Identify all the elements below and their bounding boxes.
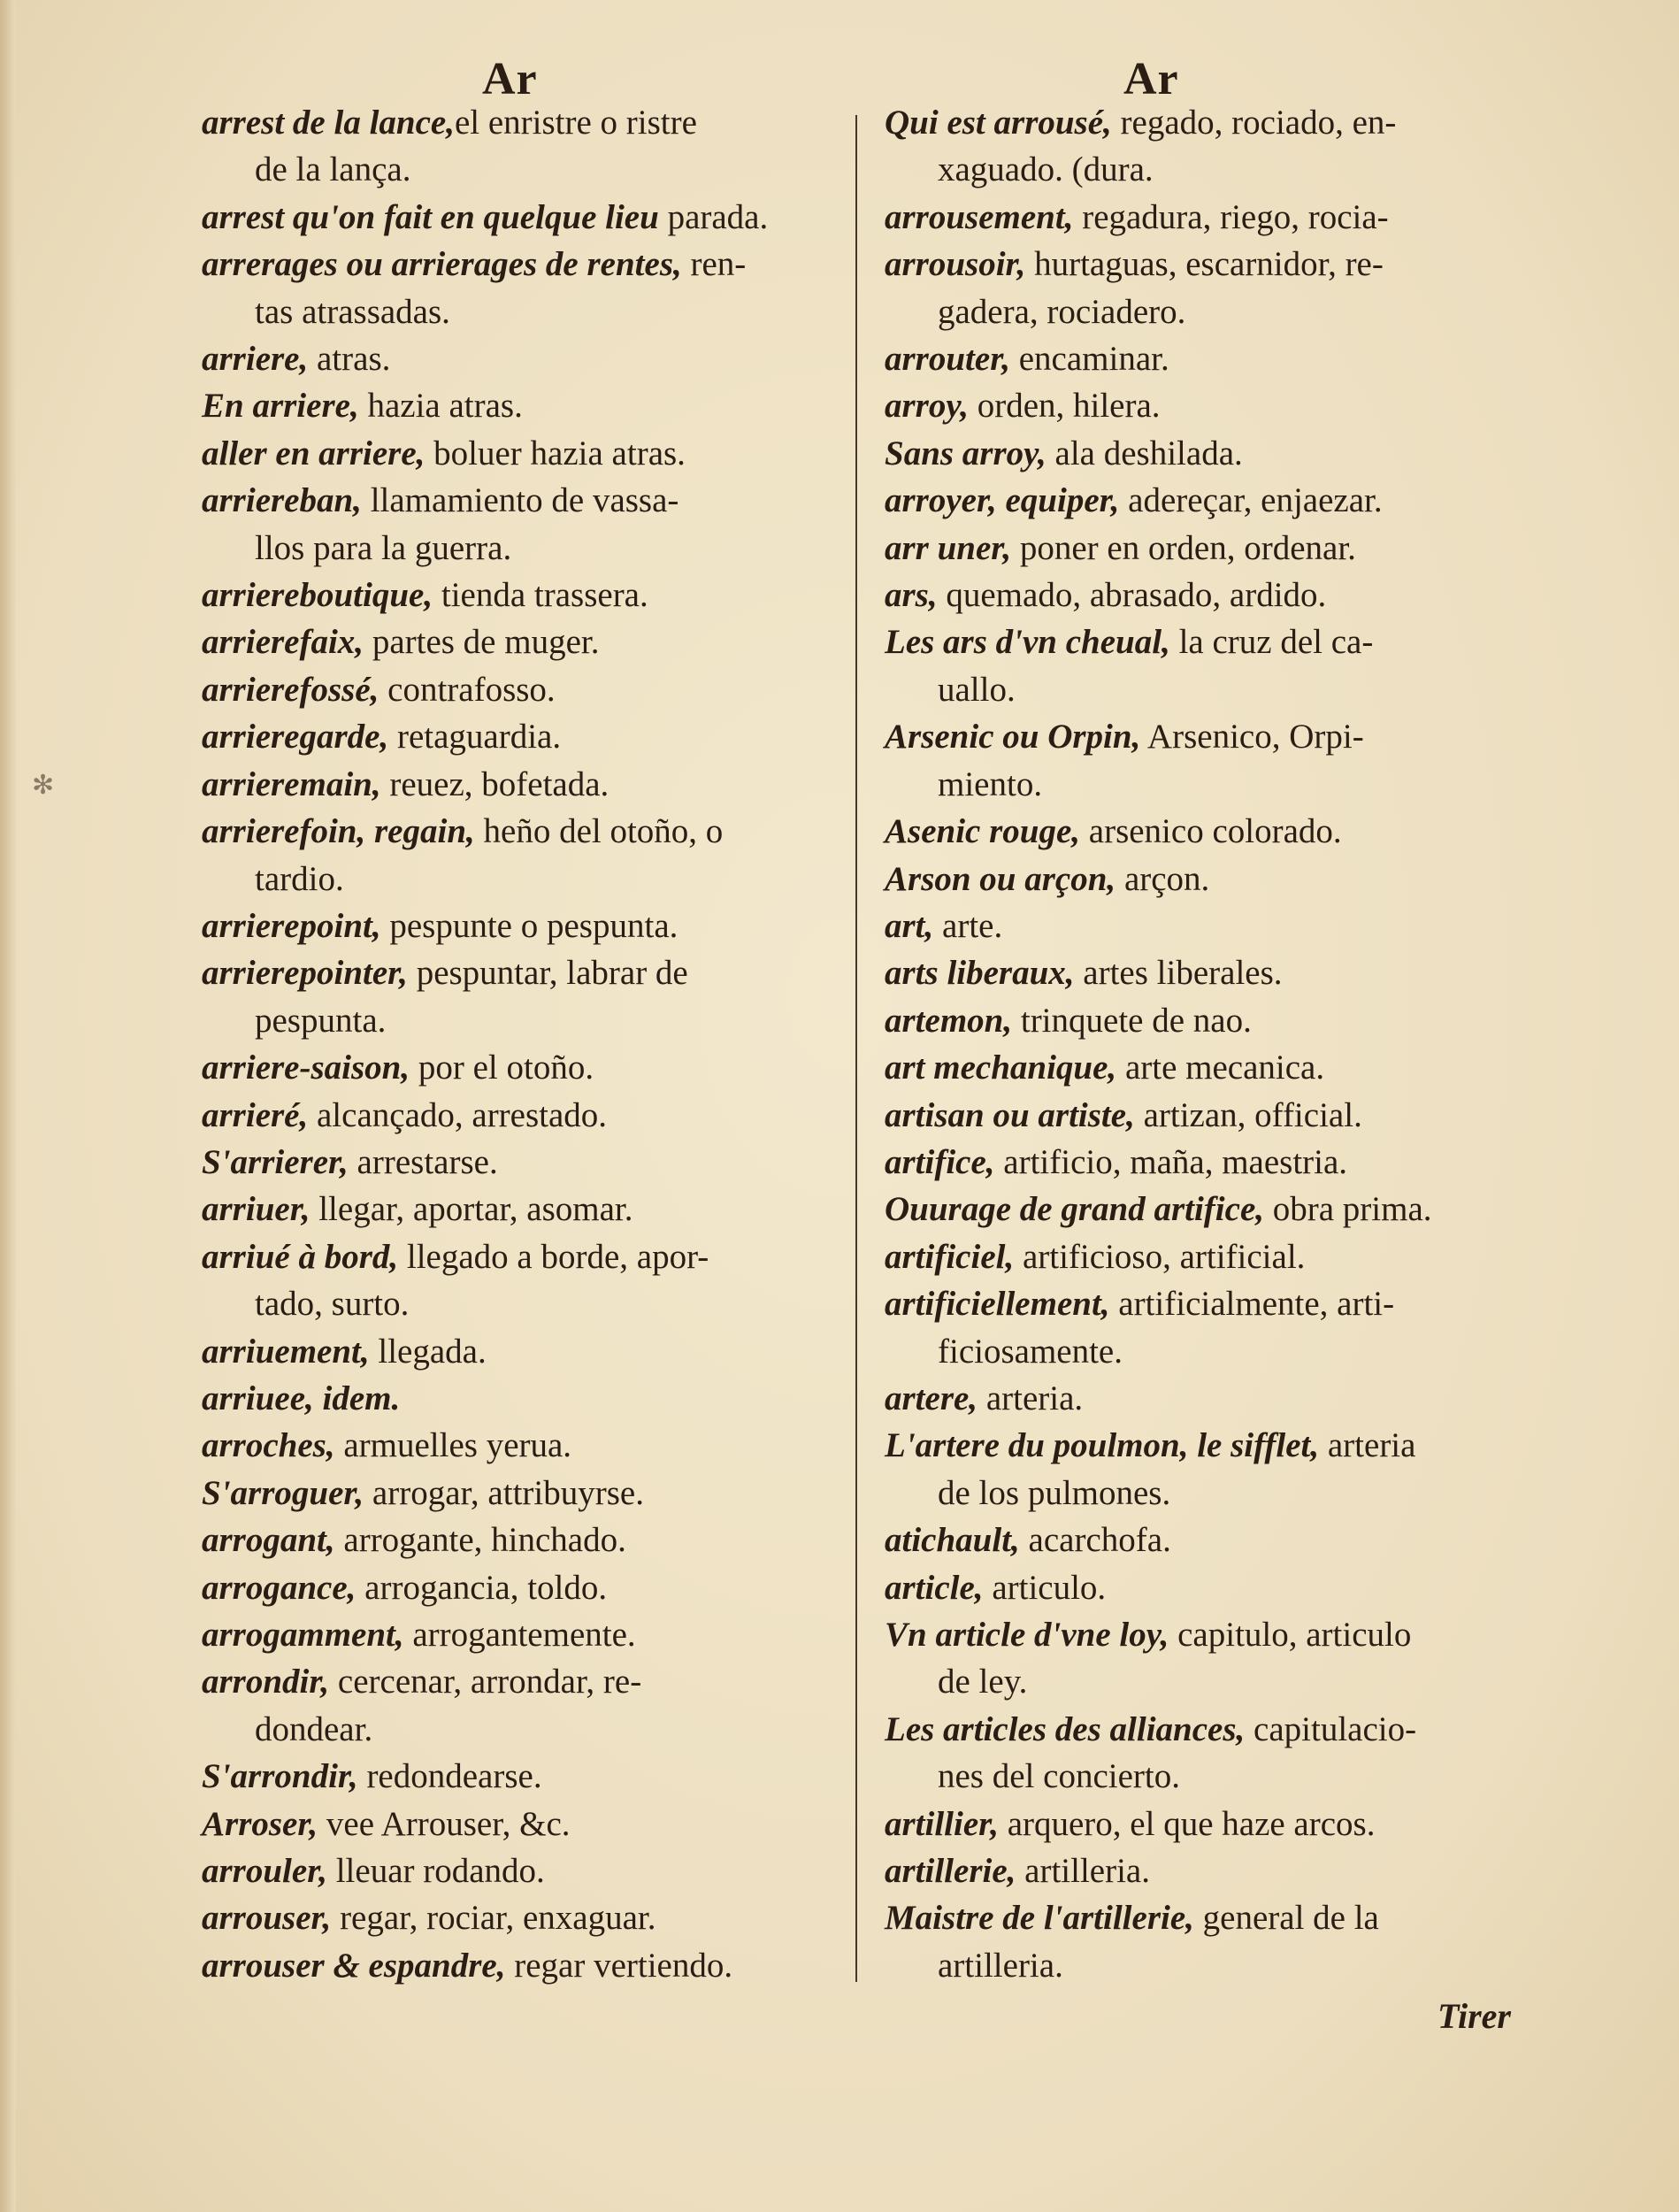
translation: la cruz del ca- [1169,623,1374,662]
translation: vee Arrouser, &c. [318,1804,571,1843]
headword: Maistre de l'artillerie, [885,1899,1194,1938]
dictionary-entry-line [885,99,1539,146]
dictionary-entry-line [885,1092,1539,1139]
dictionary-entry-line [885,997,1539,1044]
translation: arquero, el que haze arcos. [998,1804,1376,1843]
headword: arrouser & espandre, [202,1946,506,1985]
dictionary-entry-line [202,1280,856,1327]
dictionary-entry-line [202,1092,856,1139]
translation: arte mecanica. [1116,1048,1325,1087]
dictionary-entry-line [885,477,1539,524]
headword: S'arrondir, [202,1757,358,1796]
dictionary-entry-line [202,856,856,902]
translation: llegado a borde, apor- [398,1237,709,1276]
headword: Arson ou arçon, [885,859,1116,898]
dictionary-entry-line [885,1658,1539,1705]
dictionary-entry-line [885,1470,1539,1517]
dictionary-entry-line [885,1139,1539,1186]
dictionary-entry-line [885,713,1539,760]
translation: por el otoño. [410,1048,594,1087]
translation: arrogante, hinchado. [334,1521,626,1560]
translation: pespuntar, labrar de [407,954,688,993]
dictionary-entry-line [885,335,1539,382]
translation: regado, rociado, en- [1111,104,1397,142]
dictionary-entry-line [885,1564,1539,1611]
dictionary-entry-line [885,902,1539,949]
translation: hazia atras. [358,387,523,426]
headword: Les articles des alliances, [885,1709,1246,1748]
dictionary-entry-line [202,1422,856,1469]
headword: arrondir, [202,1663,330,1701]
translation: llos para la guerra. [255,528,512,567]
headword: artificiellement, [885,1285,1110,1324]
translation: arrogantemente. [403,1616,636,1654]
headword: arrest de la lance, [202,104,455,142]
headword: arriuee, idem. [202,1379,401,1417]
dictionary-entry-line [885,382,1539,429]
translation: parada. [658,197,769,236]
translation: armuelles yerua. [334,1426,572,1465]
translation: pespunta. [255,1001,387,1040]
dictionary-entry-line [202,713,856,760]
headword: S'arroguer, [202,1473,364,1512]
translation: obra prima. [1264,1190,1432,1229]
headword: Sans arroy, [885,434,1046,472]
headword: arriere-saison, [202,1048,410,1087]
right-column [885,99,1539,1989]
headword: Asenic rouge, [885,812,1081,851]
headword: arroyer, equiper, [885,481,1120,520]
dictionary-entry-line [885,1422,1539,1469]
dictionary-entry-line [885,1942,1539,1989]
dictionary-entry-line [202,1942,856,1989]
headword: arriereboutique, [202,576,433,615]
dictionary-entry-line [202,666,856,713]
translation: trinquete de nao. [1012,1001,1252,1040]
dictionary-entry-line [202,997,856,1044]
dictionary-entry-line [885,1611,1539,1658]
dictionary-entry-line [202,618,856,665]
dictionary-entry-line [202,1706,856,1753]
headword: arroy, [885,387,969,426]
translation: pespunte o pespunta. [380,906,678,945]
dictionary-entry-line [202,430,856,477]
dictionary-entry-line [202,572,856,618]
translation: artes liberales. [1074,954,1283,993]
translation: Arsenico, Orpi- [1140,718,1364,757]
dictionary-entry-line [885,1328,1539,1375]
dictionary-entry-line [202,194,856,241]
headword: arrogamment, [202,1616,404,1654]
dictionary-entry-line [885,288,1539,335]
translation: boluer hazia atras. [425,434,686,472]
headword: arroches, [202,1426,335,1465]
dictionary-entry-line [202,288,856,335]
translation: de la lança. [255,150,411,189]
dictionary-entry-line [202,1801,856,1847]
translation: atras. [308,340,391,379]
headword: arrierefoin, regain, [202,812,475,851]
headword: L'artere du poulmon, le sifflet, [885,1426,1320,1465]
headword: arrierepoint, [202,906,381,945]
headword: arrousoir, [885,245,1026,284]
dictionary-entry-line [885,761,1539,808]
headword: art, [885,906,934,945]
catchword: Tirer [1438,1996,1511,2036]
dictionary-entry-line [202,525,856,572]
headword: arriuement, [202,1332,370,1371]
dictionary-entry-line [202,1375,856,1422]
translation: tas atrassadas. [255,292,450,331]
dictionary-entry-line [202,1186,856,1233]
dictionary-entry-line [885,1801,1539,1847]
headword: arr uner, [885,528,1012,567]
dictionary-entry-line [202,1470,856,1517]
headword: arriereban, [202,481,362,520]
translation: ala deshilada. [1046,434,1243,472]
headword: arrousement, [885,197,1074,236]
translation: reuez, bofetada. [380,764,610,803]
headword: Arsenic ou Orpin, [885,718,1141,757]
dictionary-entry-line [885,146,1539,193]
headword: artillier, [885,1804,999,1843]
dictionary-entry-line [885,572,1539,618]
translation: hurtaguas, escarnidor, re- [1025,245,1384,284]
translation: orden, hilera. [968,387,1161,426]
translation: llegada. [369,1332,487,1371]
dictionary-entry-line [885,949,1539,996]
dictionary-entry-line [202,1044,856,1091]
translation: arrogar, attribuyrse. [364,1473,644,1512]
dictionary-entry-line [202,241,856,288]
dictionary-entry-line [885,856,1539,902]
dictionary-entry-line [202,1139,856,1186]
dictionary-entry-line [202,761,856,808]
translation: tado, surto. [255,1285,410,1324]
dictionary-entry-line [202,1611,856,1658]
translation: poner en orden, ordenar. [1011,528,1356,567]
headword: Les ars d'vn cheual, [885,623,1170,662]
dictionary-entry-line [885,1847,1539,1894]
translation: regadura, riego, rocia- [1073,197,1389,236]
running-head-left: Ar [482,54,538,104]
dictionary-entry-line [202,949,856,996]
translation: cercenar, arrondar, re- [329,1663,642,1701]
dictionary-entry-line [885,1894,1539,1941]
translation: articulo. [983,1568,1107,1607]
dictionary-entry-line [202,1233,856,1280]
headword: arrest qu'on fait en quelque lieu [202,197,659,236]
translation: arrogancia, toldo. [356,1568,608,1607]
headword: En arriere, [202,387,359,426]
translation: artizan, official. [1134,1095,1362,1134]
headword: arriuer, [202,1190,310,1229]
headword: arrieremain, [202,764,381,803]
headword: arrogance, [202,1568,356,1607]
dictionary-entry-line [885,1375,1539,1422]
translation: xaguado. (dura. [938,150,1154,189]
translation: uallo. [938,670,1016,709]
translation: retaguardia. [388,718,562,757]
dictionary-entry-line [202,1753,856,1800]
translation: arsenico colorado. [1080,812,1342,851]
headword: artere, [885,1379,978,1417]
translation: artilleria. [938,1946,1063,1985]
dictionary-entry-line [885,1706,1539,1753]
dictionary-entry-line [885,525,1539,572]
translation: contrafosso. [379,670,556,709]
translation: partes de muger. [364,623,600,662]
dictionary-entry-line [202,1894,856,1941]
translation: artificio, maña, maestria. [994,1142,1348,1181]
translation: ren- [681,245,747,284]
headword: arrouter, [885,340,1010,379]
headword: arrieré, [202,1095,309,1134]
headword: S'arrierer, [202,1142,349,1181]
dictionary-entry-line [885,1044,1539,1091]
translation: tienda trassera. [433,576,648,615]
headword: artillerie, [885,1852,1016,1891]
headword: arrerages ou arrierages de rentes, [202,245,682,284]
dictionary-entry-line [202,1517,856,1563]
translation: capitulo, articulo [1169,1616,1412,1654]
dictionary-entry-line [202,1847,856,1894]
headword: artisan ou artiste, [885,1095,1135,1134]
ink-blot-mark: ✻ [32,771,55,800]
translation: gadera, rociadero. [938,292,1186,331]
translation: regar vertiendo. [505,1946,733,1985]
translation: arrestarse. [348,1142,498,1181]
headword: arrierepointer, [202,954,408,993]
translation: de ley. [938,1663,1028,1701]
dictionary-entry-line [885,1233,1539,1280]
dictionary-entry-line [885,1753,1539,1800]
page-edge [0,0,16,2212]
translation: quemado, abrasado, ardido. [937,576,1327,615]
headword: artifice, [885,1142,995,1181]
dictionary-entry-line [885,430,1539,477]
translation: nes del concierto. [938,1757,1180,1796]
running-head-right: Ar [1123,54,1179,104]
dictionary-entry-line [885,241,1539,288]
headword: article, [885,1568,984,1607]
headword: arrouler, [202,1852,327,1891]
translation: alcançado, arrestado. [308,1095,608,1134]
translation: arte. [933,906,1003,945]
dictionary-entry-line [885,194,1539,241]
translation: artilleria. [1016,1852,1150,1891]
translation: artificialmente, arti- [1109,1285,1395,1324]
translation: capitulacio- [1245,1709,1417,1748]
translation: de los pulmones. [938,1473,1171,1512]
headword: artificiel, [885,1237,1015,1276]
dictionary-entry-line [202,808,856,855]
translation: acarchofa. [1019,1521,1171,1560]
dictionary-entry-line [202,1328,856,1375]
dictionary-entry-line [885,808,1539,855]
headword: artemon, [885,1001,1013,1040]
dictionary-entry-line [202,382,856,429]
dictionary-entry-line [202,1564,856,1611]
headword: arrogant, [202,1521,335,1560]
translation: llamamiento de vassa- [361,481,679,520]
translation: redondearse. [357,1757,542,1796]
dictionary-entry-line [885,618,1539,665]
headword: Qui est arrousé, [885,104,1112,142]
headword: arriere, [202,340,309,379]
translation: arteria [1319,1426,1416,1465]
headword: aller en arriere, [202,434,426,472]
dictionary-entry-line [885,666,1539,713]
dictionary-entry-line [202,902,856,949]
translation: llegar, aportar, asomar. [310,1190,633,1229]
left-column [202,99,856,1989]
headword: Arroser, [202,1804,318,1843]
headword: Ouurage de grand artifice, [885,1190,1264,1229]
translation: adereçar, enjaezar. [1119,481,1383,520]
translation: artificioso, artificial. [1014,1237,1306,1276]
headword: arrierefossé, [202,670,380,709]
headword: Vn article d'vne loy, [885,1616,1169,1654]
translation: regar, rociar, enxaguar. [331,1899,656,1938]
dictionary-entry-line [202,335,856,382]
column-rule [855,115,857,1982]
dictionary-entry-line [885,1280,1539,1327]
dictionary-entry-line [202,477,856,524]
headword: arrieregarde, [202,718,389,757]
dictionary-entry-line [885,1186,1539,1233]
headword: arriué à bord, [202,1237,399,1276]
translation: lleuar rodando. [326,1852,545,1891]
translation: general de la [1193,1899,1379,1938]
translation: arçon. [1116,859,1210,898]
dictionary-entry-line [202,1658,856,1705]
translation: dondear. [255,1709,373,1748]
translation: encaminar. [1009,340,1169,379]
translation: miento. [938,764,1043,803]
translation: arteria. [978,1379,1084,1417]
headword: art mechanique, [885,1048,1117,1087]
translation: tardio. [255,859,344,898]
dictionary-entry-line [202,146,856,193]
headword: ars, [885,576,938,615]
translation: ficiosamente. [938,1332,1123,1371]
dictionary-entry-line [202,99,856,146]
translation: heño del otoño, o [474,812,724,851]
dictionary-entry-line [885,1517,1539,1563]
translation: el enristre o ristre [454,104,697,142]
headword: atichault, [885,1521,1020,1560]
headword: arrouser, [202,1899,332,1938]
headword: arts liberaux, [885,954,1075,993]
headword: arrierefaix, [202,623,364,662]
